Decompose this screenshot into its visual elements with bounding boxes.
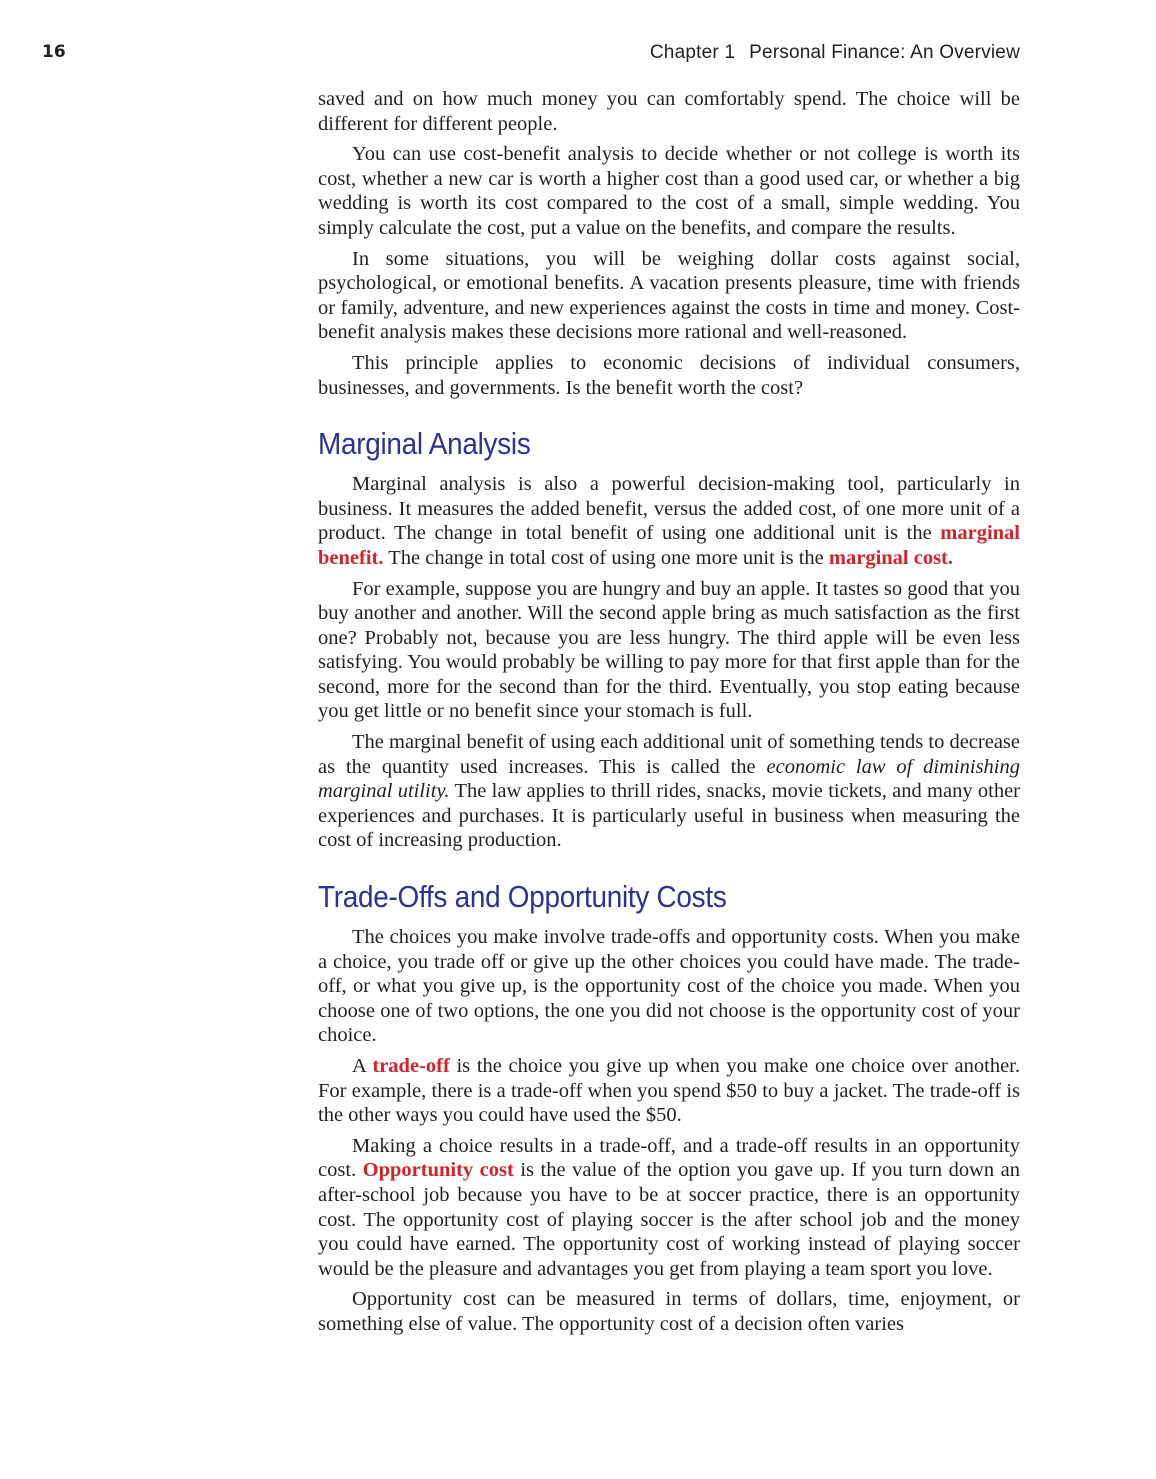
key-term-marginal-cost: marginal cost. — [828, 546, 954, 569]
intro-paragraph-4: This principle applies to economic decisions of individual consumers, businesses, and governments. Is the benefit worth the cost? — [318, 351, 1020, 399]
intro-paragraph-3: In some situations, you will be weighing dollar costs against social, psychological, or emotional benefits. A vacation presents pleasure, time with friends or family, adventure, and new experiences against the costs in time and money. Cost-benefit analysis makes these decisions more rational and well-reasoned. — [318, 247, 1020, 344]
text-run: The change in total cost of using one more unit is the — [383, 546, 829, 569]
text-run: A — [352, 1055, 373, 1077]
tradeoffs-paragraph-3 — [318, 1134, 1020, 1282]
text-run: The marginal benefit of using each additional unit of something tends to decrease as the quantity used increases. This is called the — [318, 731, 1020, 778]
intro-paragraph-2: You can use cost-benefit analysis to decide whether or not college is worth its cost, whether a new car is worth a higher cost than a good used car, or whether a big wedding is worth its cost compared to the cost of a small, simple wedding. You simply calculate the cost, put a value on the benefits, and compare the results. — [318, 143, 1020, 239]
page-body — [318, 87, 1020, 1343]
text-run: Making a choice results in a trade-off, and a trade-off results in an opportunity cost. — [318, 1134, 1020, 1182]
chapter-title: Personal Finance: An Overview — [749, 42, 1020, 63]
text-run: Marginal analysis is also a powerful decision-making tool, particularly in business. It measures the added benefit, versus the added cost, of one more unit of a product. The change in total benefit of using one additional unit is the — [318, 473, 1020, 545]
marginal-paragraph-3 — [318, 730, 1020, 853]
text-run: is the choice you give up when you make one choice over another. For example, there is a trade-off when you spend $50 to buy a jacket. The trade-off is the other ways you could have used the $50. — [318, 1055, 1020, 1127]
running-head — [650, 42, 1020, 64]
intro-paragraph-1: saved and on how much money you can comfortably spend. The choice will be different for different people. — [318, 88, 1020, 135]
marginal-paragraph-2: For example, suppose you are hungry and buy an apple. It tastes so good that you buy another and another. Will the second apple bring as much satisfaction as the first one? Probably not, because you are less hungry. The third apple will be even less satisfying. You would probably be willing to pay more for that first apple than for the second, more for the second than for the third. Eventually, you stop eating because you get little or no benefit since your stomach is full. — [318, 577, 1020, 723]
section-heading-marginal-analysis: Marginal Analysis — [318, 426, 531, 462]
tradeoffs-paragraph-4: Opportunity cost can be measured in terms of dollars, time, enjoyment, or something else of value. The opportunity cost of a decision often varies — [318, 1288, 1020, 1335]
key-term-trade-off: trade-off — [372, 1055, 450, 1077]
page-number: 16 — [42, 42, 66, 62]
section-heading-trade-offs: Trade-Offs and Opportunity Costs — [318, 879, 727, 915]
italic-law-name: economic law of diminishing marginal utility. — [318, 755, 1020, 803]
key-term-opportunity-cost: Opportunity cost — [362, 1159, 514, 1182]
tradeoffs-paragraph-1: The choices you make involve trade-offs and opportunity costs. When you make a choice, you trade off or give up the other choices you could have made. The trade-off, or what you give up, is the opportunity cost of the choice you made. When you choose one of two options, the one you did not choose is the opportunity cost of your choice. — [318, 926, 1020, 1047]
text-run: The law applies to thrill rides, snacks, movie tickets, and many other experiences and purchases. It is particularly useful in business when measuring the cost of increasing production. — [318, 780, 1021, 852]
text-run: is the value of the option you gave up. If you turn down an after-school job because you have to be at soccer practice, there is an opportunity cost. The opportunity cost of playing soccer is the after school job and the money you could have earned. The opportunity cost of working instead of playing soccer would be the pleasure and advantages you get from playing a team sport you love. — [318, 1159, 1021, 1280]
key-term-marginal-benefit: marginal benefit. — [318, 522, 1020, 569]
tradeoffs-paragraph-2 — [318, 1054, 1020, 1128]
marginal-paragraph-1 — [318, 472, 1020, 570]
chapter-label: Chapter 1 — [649, 42, 736, 63]
